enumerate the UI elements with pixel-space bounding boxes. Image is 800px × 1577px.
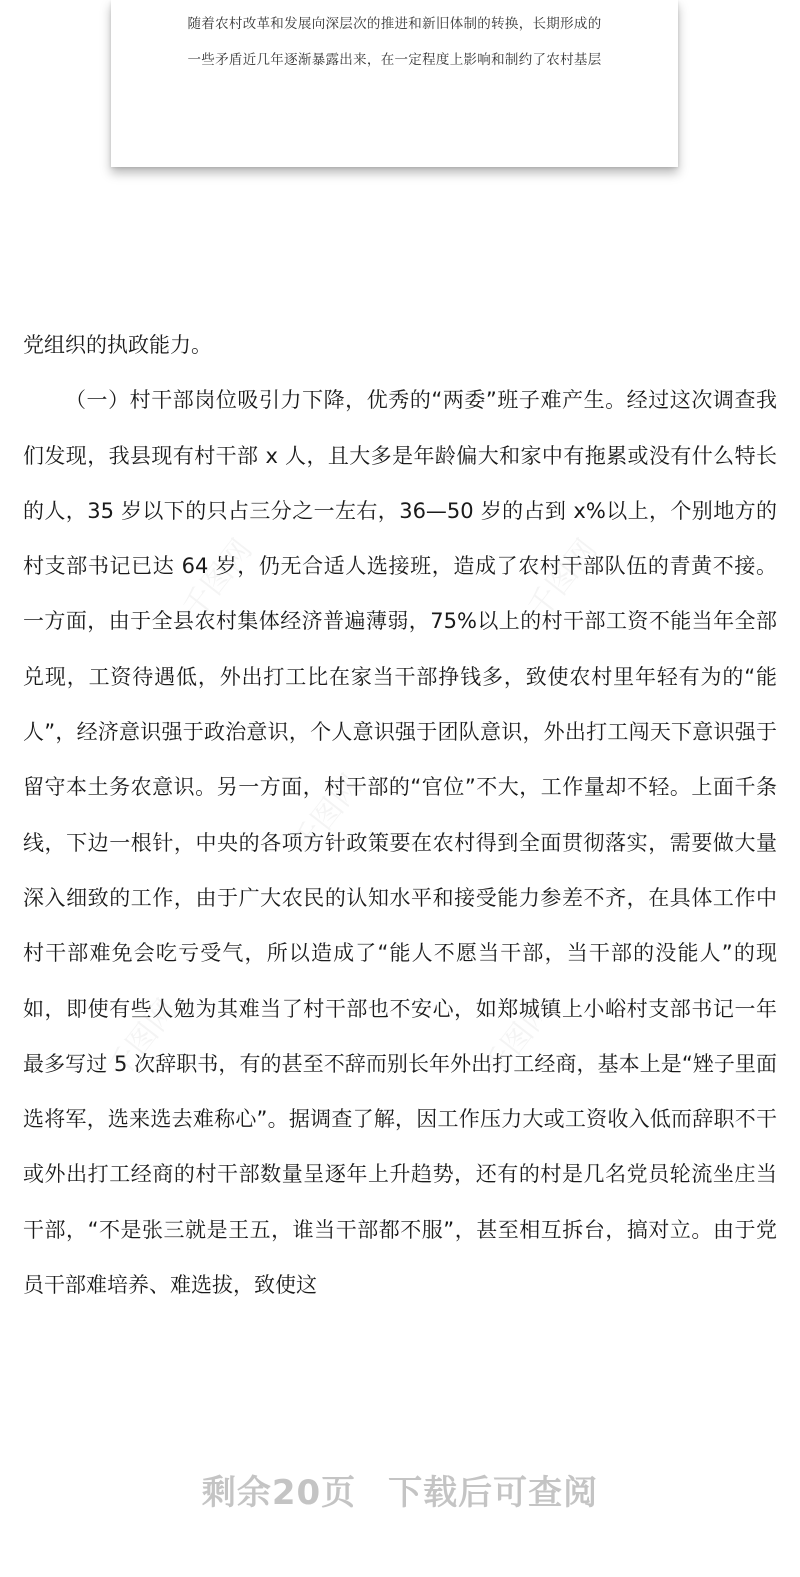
watermark-text: 千图网 xyxy=(101,992,185,1086)
preview-text-line-1: 随着农村改革和发展向深层次的推进和新旧体制的转换，长期形成的 xyxy=(187,16,602,32)
watermark-text: 千图网 xyxy=(286,767,370,861)
preview-text-line-2: 一些矛盾近几年逐渐暴露出来，在一定程度上影响和制约了农村基层 xyxy=(187,52,602,68)
remaining-pages-label: 剩余20页 xyxy=(201,1473,357,1513)
download-prompt-banner[interactable] xyxy=(0,1465,800,1514)
document-body xyxy=(23,318,777,1313)
watermark-text: 千图网 xyxy=(476,992,560,1086)
document-preview-card xyxy=(111,0,678,167)
continuation-line: 党组织的执政能力。 xyxy=(23,333,212,357)
download-to-view-label: 下载后可查阅 xyxy=(388,1473,599,1513)
watermark-text: 千图网 xyxy=(521,532,605,626)
paragraph-recruitment-issue: （一）村干部岗位吸引力下降，优秀的“两委”班子难产生。经过这次调查我们发现，我县现有村干部 x 人，且大多是年龄偏大和家中有拖累或没有什么特长的人，35 岁以下的只占三分之一左右，36—50 岁的占到 x%以上，个别地方的村支部书记已达 64 岁，仍无合适人选接班，造成了农村干部队伍的青黄不接。一方面，由于全县农村集体经济普遍薄弱，75%以上的村干部工资不能当年全部兑现，工资待遇低，外出打工比在家当干部挣钱多，致使农村里年轻有为的“能人”，经济意识强于政治意识，个人意识强于团队意识，外出打工闯天下意识强于留守本土务农意识。另一方面，村干部的“官位”不大，工作量却不轻。上面千条线，下边一根针，中央的各项方针政策要在农村得到全面贯彻落实，需要做大量深入细致的工作，由于广大农民的认知水平和接受能力参差不齐，在具体工作中村干部难免会吃亏受气，所以造成了“能人不愿当干部，当干部的没能人”的现如，即使有些人勉为其难当了村干部也不安心，如郑城镇上小峪村支部书记一年最多写过 5 次辞职书，有的甚至不辞而别长年外出打工经商，基本上是“矬子里面选将军，选来选去难称心”。据调查了解，因工作压力大或工资收入低而辞职不干或外出打工经商的村干部数量呈逐年上升趋势，还有的村是几名党员轮流坐庄当干部，“不是张三就是王五，谁当干部都不服”，甚至相互拆台，搞对立。由于党员干部难培养、难选拔，致使这 xyxy=(23,388,777,1298)
watermark-text: 千图网 xyxy=(176,532,260,626)
